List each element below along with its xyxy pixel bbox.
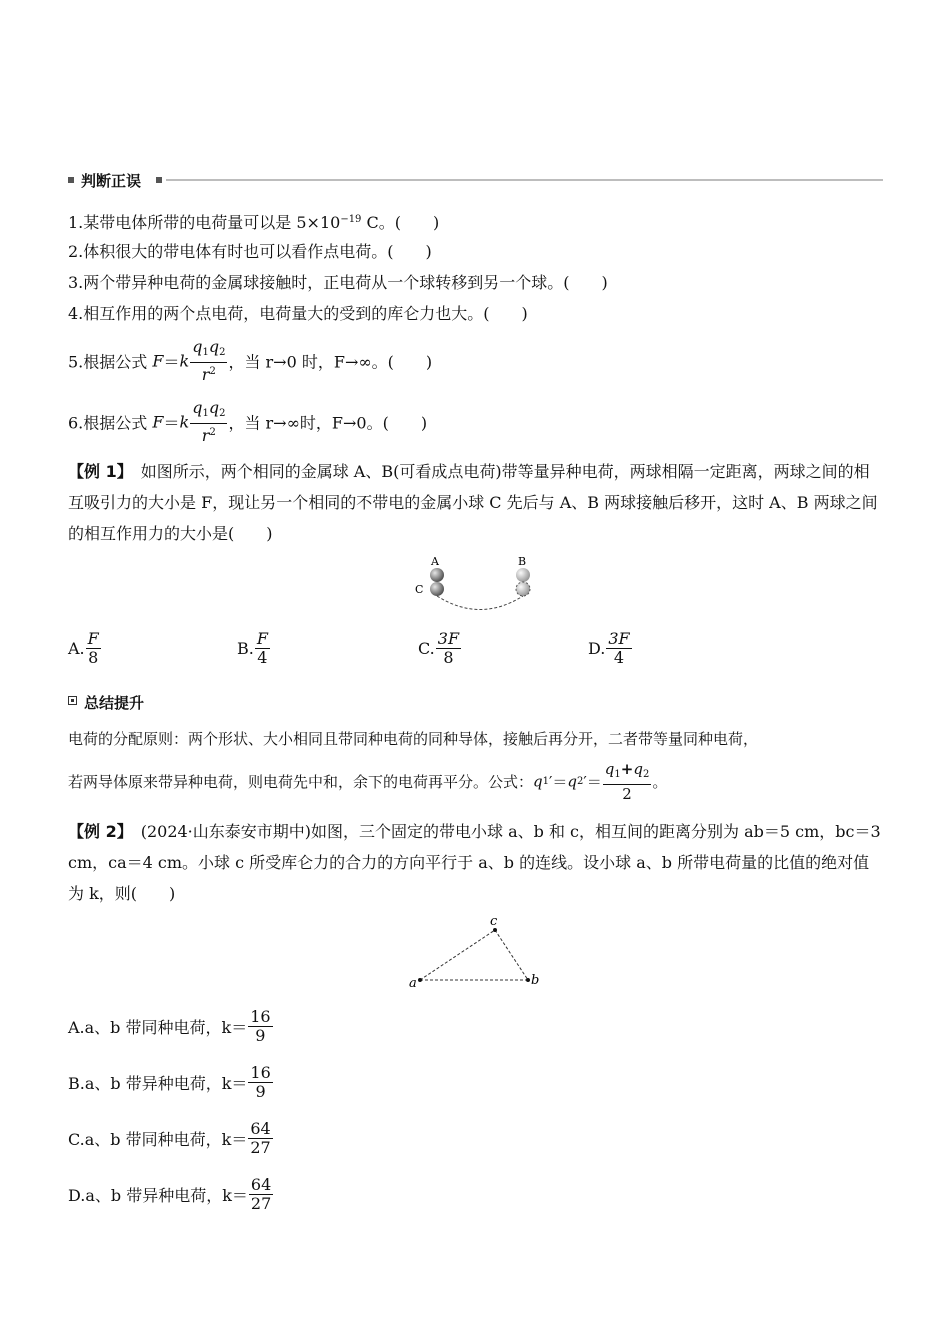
point-a-label: a (409, 976, 417, 991)
summary-line-2: 若两导体原来带异种电荷，则电荷先中和，余下的电荷再平分。公式：q1′＝q2′＝ $\frac{q_1+q_2}{2}$ 。 (68, 760, 668, 803)
judgement-item-5: 5.根据公式 F＝k $\frac{q_1q_2}{r^2}$ ，当 r→0 时，F→∞。( ) (68, 337, 433, 384)
example-2-option-d[interactable]: D.a、b 带异种电荷，k＝ $\frac{64}{27}$ (68, 1175, 272, 1213)
ball-a-label: A (431, 555, 439, 568)
ball-b (516, 568, 530, 582)
segment-cb (495, 930, 528, 980)
ball-c-path (437, 596, 523, 610)
ball-b-label: B (518, 555, 527, 568)
section-rule (166, 179, 883, 181)
example-2-label: 【例 2】 (68, 822, 125, 841)
example-1-option-a[interactable]: A. $\frac{F}{8}$ (68, 629, 99, 667)
example-2-text: 【例 2】 (2024·山东泰安市期中)如图，三个固定的带电小球 a、b 和 c，相互间的距离分别为 ab＝5 cm，bc＝3 cm，ca＝4 cm。小球 c 所受库仑力的合力的方向平行于 a、b 的连线。设小球 a、b 所带电荷量的比值的绝对值为 k，则( ) (68, 822, 881, 903)
example-1-label: 【例 1】 (68, 462, 125, 481)
judgement-item-4: 4.相互作用的两个点电荷，电荷量大的受到的库仑力也大。( ) (68, 304, 528, 323)
example-1-text: 【例 1】 如图所示，两个相同的金属球 A、B(可看成点电荷)带等量异种电荷，两球相隔一定距离，两球之间的相互吸引力的大小是 F，现让另一个相同的不带电的金属小球 C 先后与 A、B 两球接触后移开，这时 A、B 两球之间的相互作用力的大小是( ) (68, 462, 878, 543)
example-1-option-c[interactable]: C. $\frac{3F}{8}$ (418, 629, 460, 667)
example-2-figure (405, 913, 555, 993)
section-header-judgement (68, 170, 883, 190)
example-1-figure (405, 553, 545, 613)
charge-distribution-fraction: $\frac{q_1+q_2}{2}$ (604, 760, 650, 803)
coulomb-fraction: $\frac{q_1q_2}{r^2}$ (192, 337, 226, 384)
segment-ca (420, 930, 495, 980)
point-b (526, 978, 530, 982)
ball-c-ghost (516, 582, 530, 596)
ball-c (430, 582, 444, 596)
judgement-item-2: 2.体积很大的带电体有时也可以看作点电荷。( ) (68, 242, 432, 261)
point-c-label: c (490, 914, 498, 929)
point-b-label: b (531, 973, 540, 988)
judgement-item-1: 1.某带电体所带的电荷量可以是 $5\times 10^{-19}$ C。( ) (68, 213, 440, 232)
square-bullet-icon (68, 177, 74, 183)
point-a (418, 978, 422, 982)
section-title: 判断正误 (81, 172, 142, 190)
example-1-option-d[interactable]: D. $\frac{3F}{4}$ (588, 629, 630, 667)
coulomb-fraction: $\frac{q_1q_2}{r^2}$ (192, 398, 226, 445)
ball-c-label: C (415, 583, 424, 596)
summary-box-icon (68, 696, 77, 705)
summary-title: 总结提升 (84, 694, 145, 712)
square-bullet-icon (156, 177, 162, 183)
judgement-item-3: 3.两个带异种电荷的金属球接触时，正电荷从一个球转移到另一个球。( ) (68, 273, 608, 292)
example-1-option-b[interactable]: B. $\frac{F}{4}$ (237, 629, 268, 667)
example-2-option-a[interactable]: A.a、b 带同种电荷，k＝ $\frac{16}{9}$ (68, 1007, 271, 1045)
example-2-option-c[interactable]: C.a、b 带同种电荷，k＝ $\frac{64}{27}$ (68, 1119, 271, 1157)
summary-line-1: 电荷的分配原则：两个形状、大小相同且带同种电荷的同种导体，接触后再分开，二者带等量同种电荷， (68, 730, 759, 748)
ball-a (430, 568, 444, 582)
example-2-option-b[interactable]: B.a、b 带异种电荷，k＝ $\frac{16}{9}$ (68, 1063, 271, 1101)
judgement-item-6: 6.根据公式 F＝k $\frac{q_1q_2}{r^2}$ ，当 r→∞时，F→0。( ) (68, 398, 428, 445)
